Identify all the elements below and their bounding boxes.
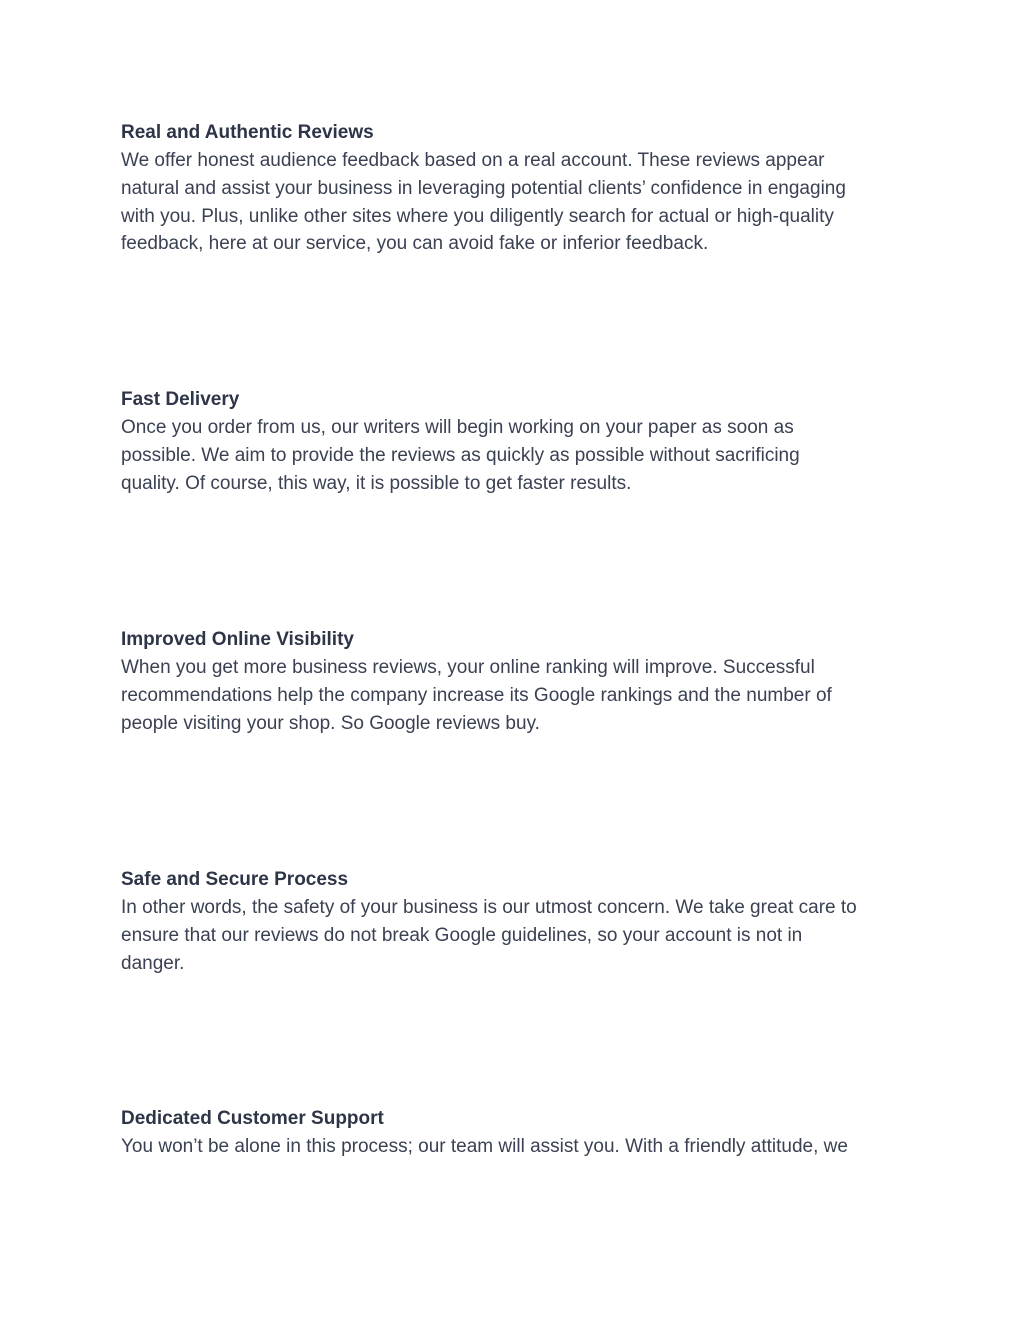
paragraph-line: quality. Of course, this way, it is possible to get faster results.	[121, 472, 632, 494]
paragraph-line: recommendations help the company increase its Google rankings and the number of	[121, 684, 832, 706]
paragraph-line: In other words, the safety of your business is our utmost concern. We take great care to	[121, 897, 857, 918]
paragraph-line: You won’t be alone in this process; our team will assist you. With a friendly attitude, we	[121, 1136, 848, 1157]
section-safe-secure-process	[121, 866, 911, 977]
paragraph-line: When you get more business reviews, your online ranking will improve. Successful	[121, 657, 815, 678]
section-fast-delivery	[121, 386, 911, 497]
paragraph-line: We offer honest audience feedback based on a real account. These reviews appear	[121, 150, 825, 171]
section-real-authentic-reviews	[121, 119, 911, 258]
paragraph-line: people visiting your shop. So Google reviews buy.	[121, 712, 540, 734]
paragraph-line: ensure that our reviews do not break Google guidelines, so your account is not in	[121, 924, 803, 946]
paragraph-line: natural and assist your business in leveraging potential clients’ confidence in engaging	[121, 177, 846, 199]
section-heading: Fast Delivery	[121, 389, 240, 410]
section-improved-online-visibility	[121, 626, 911, 737]
paragraph-line: feedback, here at our service, you can avoid fake or inferior feedback.	[121, 233, 709, 255]
section-heading: Dedicated Customer Support	[121, 1108, 384, 1129]
section-heading: Real and Authentic Reviews	[121, 122, 374, 143]
section-heading: Improved Online Visibility	[121, 629, 354, 650]
paragraph-line: danger.	[121, 952, 185, 974]
paragraph-line: Once you order from us, our writers will begin working on your paper as soon as	[121, 417, 794, 438]
section-dedicated-customer-support	[121, 1105, 911, 1161]
paragraph-line: possible. We aim to provide the reviews as quickly as possible without sacrificing	[121, 444, 800, 466]
paragraph-line: with you. Plus, unlike other sites where you diligently search for actual or high-quality	[121, 205, 834, 227]
section-heading: Safe and Secure Process	[121, 869, 349, 890]
